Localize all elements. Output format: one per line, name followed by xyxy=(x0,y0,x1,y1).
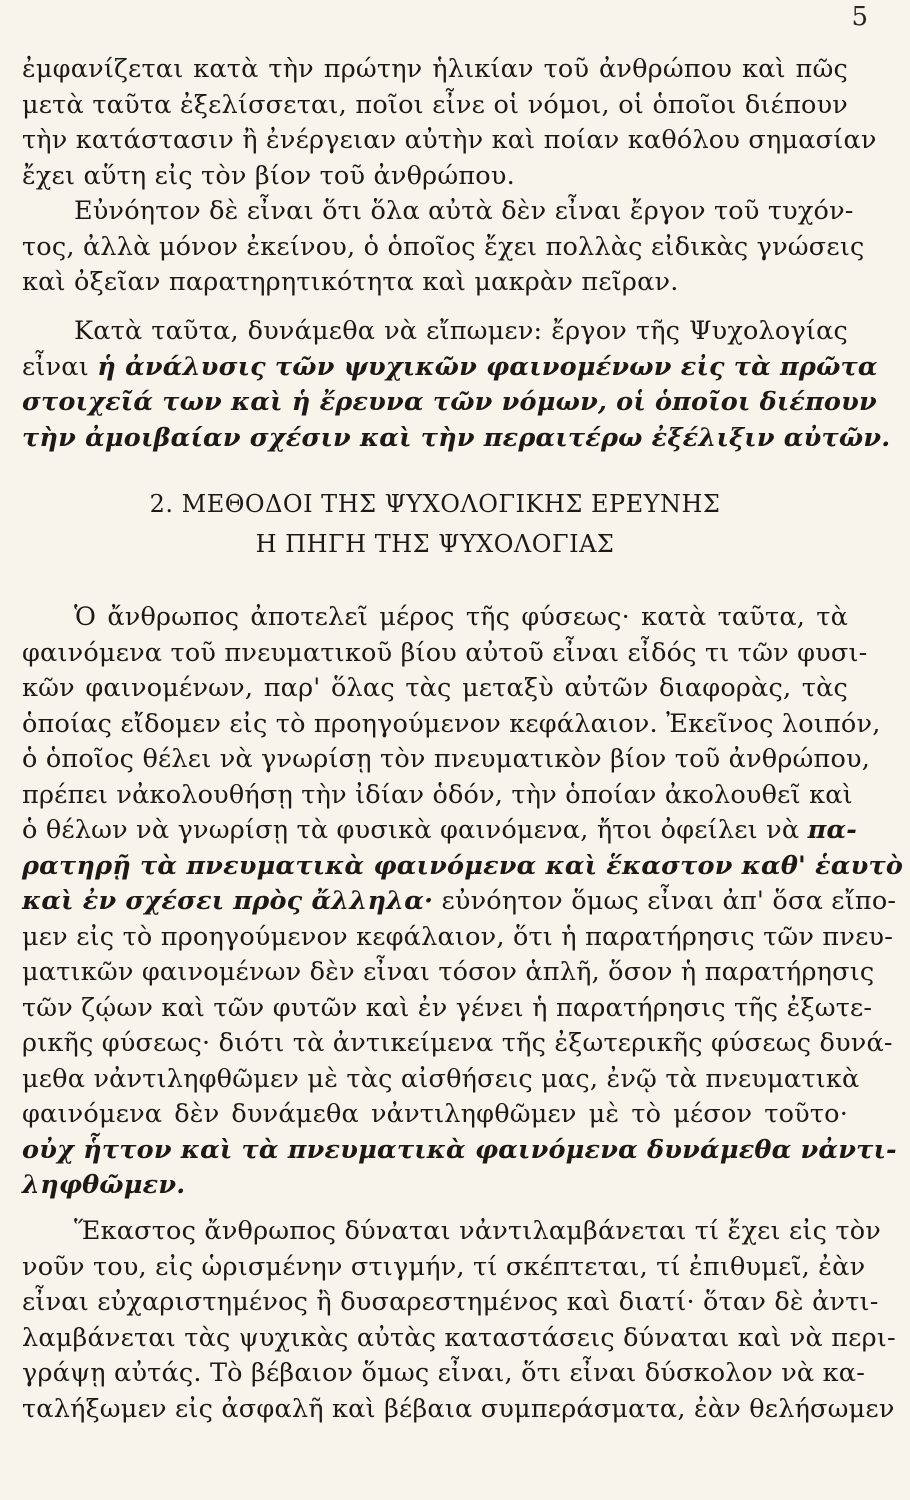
text-line: ἐμφανίζεται κατὰ τὴν πρώτην ἡλικίαν τοῦ ἀνθρώπου καὶ πῶς xyxy=(22,54,848,84)
text-line: ἔχει αὕτη εἰς τὸν βίον τοῦ ἀνθρώπου. xyxy=(22,160,515,191)
text-line: ταλήξωμεν εἰς ἀσφαλῆ καὶ βέβαια συμπεράσματα, ἐὰν θελήσωμεν xyxy=(22,1393,895,1424)
text-line: μεθα νἀντιληφθῶμεν μὲ τὰς αἰσθήσεις μας, ἐνῷ τὰ πνευματικὰ xyxy=(22,1063,860,1094)
text-line: Κατὰ ταῦτα, δυνάμεθα νὰ εἴπωμεν: ἔργον τῆς Ψυχολογίας xyxy=(74,316,848,346)
text-line: μεν εἰς τὸ προηγούμενον κεφάλαιον, ὅτι ἡ παρατήρησις τῶν πνευ- xyxy=(22,921,894,952)
text-line xyxy=(22,884,897,920)
text-line: φαινόμενα τοῦ πνευματικοῦ βίου αὐτοῦ εἶναι εἶδός τι τῶν φυσι- xyxy=(22,637,868,668)
text-line: καὶ ὀξεῖαν παρατηρητικότητα καὶ μακρὰν πεῖραν. xyxy=(22,267,679,297)
text-line: ὁποίας εἴδομεν εἰς τὸ προηγούμενον κεφάλαιον. Ἐκεῖνος λοιπόν, xyxy=(22,708,881,739)
plain-text: εἶναι xyxy=(22,351,98,382)
emphasis-line: οὐχ ἧττον καὶ τὰ πνευματικὰ φαινόμενα δυνάμεθα νἀντι- xyxy=(22,1134,897,1165)
text-line: ρικῆς φύσεως· διότι τὰ ἀντικείμενα τῆς ἐξωτερικῆς φύσεως δυνά- xyxy=(22,1028,893,1058)
text-line: γράψῃ αὐτάς. Τὸ βέβαιον ὅμως εἶναι, ὅτι εἶναι δύσκολον νὰ κα- xyxy=(22,1358,866,1388)
paragraph-3 xyxy=(22,314,891,456)
text-line: κῶν φαινομένων, παρ' ὅλας τὰς μεταξὺ αὐτῶν διαφορὰς, τὰς xyxy=(22,673,848,703)
emphasis-line: ρατηρῇ τὰ πνευματικὰ φαινόμενα καὶ ἕκαστον καθ' ἑαυτὸ xyxy=(22,850,904,881)
text-line xyxy=(22,350,878,386)
paragraph-5 xyxy=(22,1214,896,1427)
section-heading xyxy=(22,484,848,564)
text-line: Εὐνόητον δὲ εἶναι ὅτι ὅλα αὐτὰ δὲν εἶναι ἔργον τοῦ τυχόν- xyxy=(74,196,854,226)
text-line: τὴν κατάστασιν ἢ ἐνέργειαν αὐτὴν καὶ ποίαν καθόλου σημασίαν xyxy=(22,125,877,155)
paragraph-4 xyxy=(22,600,904,1204)
page-number: 5 xyxy=(851,2,868,32)
text-line: ὁ ὁποῖος θέλει νὰ γνωρίσῃ τὸν πνευματικὸν βίον τοῦ ἀνθρώπου, xyxy=(22,744,871,774)
text-line: φαινόμενα δὲν δυνάμεθα νἀντιληφθῶμεν μὲ τὸ μέσον τοῦτο· xyxy=(22,1099,848,1129)
emphasis-line: ληφθῶμεν. xyxy=(22,1170,186,1200)
plain-text: ὁ θέλων νὰ γνωρίσῃ τὰ φυσικὰ φαινόμενα, ἤτοι ὀφείλει νὰ xyxy=(22,815,808,845)
text-line: τῶν ζῴων καὶ τῶν φυτῶν καὶ ἐν γένει ἡ παρατήρησις τῆς ἐξωτε- xyxy=(22,992,873,1023)
paragraph-2 xyxy=(22,194,865,301)
text-line: Ὁ ἄνθρωπος ἀποτελεῖ μέρος τῆς φύσεως· κατὰ ταῦτα, τὰ xyxy=(74,602,848,632)
section-title: 2. ΜΕΘΟΔΟΙ ΤΗΣ ΨΥΧΟΛΟΓΙΚΗΣ ΕΡΕΥΝΗΣ xyxy=(149,490,721,518)
text-line: λαμβάνεται τὰς ψυχικὰς αὐτὰς καταστάσεις δύναται καὶ νὰ περι- xyxy=(22,1322,896,1353)
text-line: νοῦν του, εἰς ὡρισμένην στιγμήν, τί σκέπτεται, τί ἐπιθυμεῖ, ἐὰν xyxy=(22,1251,866,1282)
emphasis-text: καὶ ἐν σχέσει πρὸς ἄλληλα· xyxy=(22,886,434,916)
text-line xyxy=(22,813,858,849)
plain-text: εὐνόητον ὅμως εἶναι ἀπ' ὅσα εἴπο- xyxy=(433,886,897,916)
text-line: τος, ἀλλὰ μόνον ἐκείνου, ὁ ὁποῖος ἔχει πολλὰς εἰδικὰς γνώσεις xyxy=(22,231,865,262)
text-line: ματικῶν φαινομένων δὲν εἶναι τόσον ἁπλῆ, ὅσον ἡ παρατήρησις xyxy=(22,957,875,987)
emphasis-line: στοιχεῖά των καὶ ἡ ἔρευνα τῶν νόμων, οἱ ὁποῖοι διέπουν xyxy=(22,387,877,417)
emphasis-text: ἡ ἀνάλυσις τῶν ψυχικῶν φαινομένων εἰς τὰ πρῶτα xyxy=(97,351,878,382)
text-line: εἶναι εὐχαριστημένος ἢ δυσαρεστημένος καὶ διατί· ὅταν δὲ ἀντι- xyxy=(22,1287,879,1317)
paragraph-1 xyxy=(22,52,877,194)
section-subtitle: Η ΠΗΓΗ ΤΗΣ ΨΥΧΟΛΟΓΙΑΣ xyxy=(255,530,615,558)
text-line: μετὰ ταῦτα ἐξελίσσεται, ποῖοι εἶνε οἱ νόμοι, οἱ ὁποῖοι διέπουν xyxy=(22,89,848,120)
emphasis-line: τὴν ἀμοιβαίαν σχέσιν καὶ τὴν περαιτέρω ἐξέλιξιν αὐτῶν. xyxy=(22,422,891,453)
text-line: πρέπει νἀκολουθήσῃ τὴν ἰδίαν ὁδόν, τὴν ὁποίαν ἀκολουθεῖ καὶ xyxy=(22,779,853,810)
emphasis-text: πα- xyxy=(807,815,858,845)
text-line: Ἕκαστος ἄνθρωπος δύναται νἀντιλαμβάνεται τί ἔχει εἰς τὸν xyxy=(74,1216,881,1246)
